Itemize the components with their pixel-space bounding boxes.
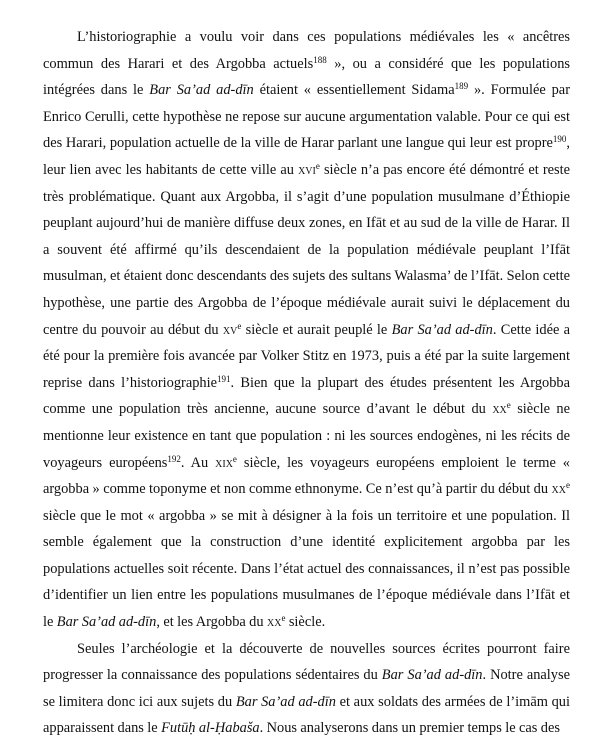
- superscript: e: [315, 160, 320, 171]
- text-run: et aux soldats des armées de l’imām qui apparaissent dans le: [43, 693, 570, 737]
- footnote-reference: 191: [217, 373, 231, 384]
- italic-text: Futūḥ al-Ḥabaša: [161, 720, 260, 737]
- italic-text: Bar Sa’ad ad-dīn: [149, 82, 254, 99]
- footnote-reference: 188: [313, 54, 327, 65]
- text-run: siècle.: [285, 614, 326, 631]
- century-numeral: xv: [222, 321, 238, 338]
- text-run: , leur lien avec les habitants de cette ville au: [43, 135, 570, 178]
- text-run: . Notre analyse se limitera donc ici aux sujets du: [43, 667, 570, 710]
- century-numeral: xx: [551, 481, 566, 498]
- text-run: siècle n’a pas encore été démontré et reste très problématique. Quant aux Argobba, il s’agit d’une population musulmane d’Éthiopie peuplant aujourd’hui de manière diffuse deux zones, en Ifāt et au sud de la ville de Harar. Il a souvent été affirmé qu’ils descendaient de la population médiévale peuplant l’Ifāt musulman, et étaient donc descendants des sujets des sultans Walasma’ de l’Ifāt. Selon cette hypothèse, une partie des Argobba de l’époque médiévale aurait suivi le déplacement du centre du pouvoir au début du: [43, 161, 571, 338]
- italic-text: Bar Sa’ad ad-dīn: [391, 321, 493, 338]
- text-run: , et les Argobba du: [156, 614, 267, 631]
- italic-text: Bar Sa’ad ad-dīn: [56, 614, 157, 631]
- footnote-reference: 192: [167, 453, 181, 464]
- paragraph-2: [43, 636, 570, 742]
- century-numeral: xx: [266, 614, 282, 631]
- italic-text: Bar Sa’ad ad-dīn: [235, 693, 336, 710]
- footnote-reference: 189: [454, 81, 469, 92]
- century-numeral: xvi: [298, 161, 316, 178]
- text-run: siècle, les voyageurs européens emploient le terme « argobba » comme toponyme et non comme ethnonyme. Ce n’est qu’à partir du début du: [43, 454, 570, 498]
- text-run: . Cette idée a été pour la première fois avancée par Volker Stitz en 1973, puis a été par la suite largement reprise dans l’historiographie: [43, 321, 571, 391]
- superscript: e: [506, 400, 511, 411]
- century-numeral: xix: [215, 454, 233, 471]
- text-run: ». Formulée par Enrico Cerulli, cette hypothèse ne repose sur aucune argumentation valable. Pour ce qui est des Harari, population actuelle de la ville de Harar parlant une langue qui leur est propre: [43, 82, 570, 152]
- text-run: », ou a considéré que les populations intégrées dans le: [43, 55, 570, 99]
- text-run: L’historiographie a voulu voir dans ces populations médiévales les « ancêtres commun des Harari et des Argobba actuels: [43, 29, 570, 72]
- footnote-reference: 190: [552, 134, 567, 145]
- italic-text: Bar Sa’ad ad-dīn: [381, 667, 483, 684]
- superscript: e: [566, 480, 570, 491]
- text-run: . Nous analyserons dans un premier temps le cas des: [259, 720, 560, 737]
- paragraph-1: [43, 24, 570, 636]
- text-run: siècle et aurait peuplé le: [241, 321, 392, 338]
- text-run: . Bien que la plupart des études présentent les Argobba comme une population très ancienne, aucune source d’avant le début du: [43, 374, 570, 418]
- superscript: e: [237, 320, 242, 331]
- text-run: étaient « essentiellement Sidama: [253, 82, 455, 99]
- text-run: . Au: [180, 454, 216, 471]
- text-run: Seules l’archéologie et la découverte de nouvelles sources écrites pourront faire progresser la connaissance des populations sédentaires du: [43, 640, 570, 684]
- text-run: siècle ne mentionne leur existence en tant que population : ni les sources endogènes, ni les récits de voyageurs européens: [43, 401, 570, 471]
- document-page: [43, 24, 570, 742]
- century-numeral: xx: [492, 401, 507, 418]
- superscript: e: [232, 453, 237, 464]
- text-run: siècle que le mot « argobba » se mit à désigner à la fois un territoire et une population. Il semble également que la construction d’une identité explicitement argobba par les populations actuelles soit récente. Dans l’état actuel des connaissances, il n’est pas possible d’identifier un lien entre les populations musulmanes de l’époque médiévale dans l’Ifāt et le: [43, 507, 570, 631]
- superscript: e: [281, 613, 286, 624]
